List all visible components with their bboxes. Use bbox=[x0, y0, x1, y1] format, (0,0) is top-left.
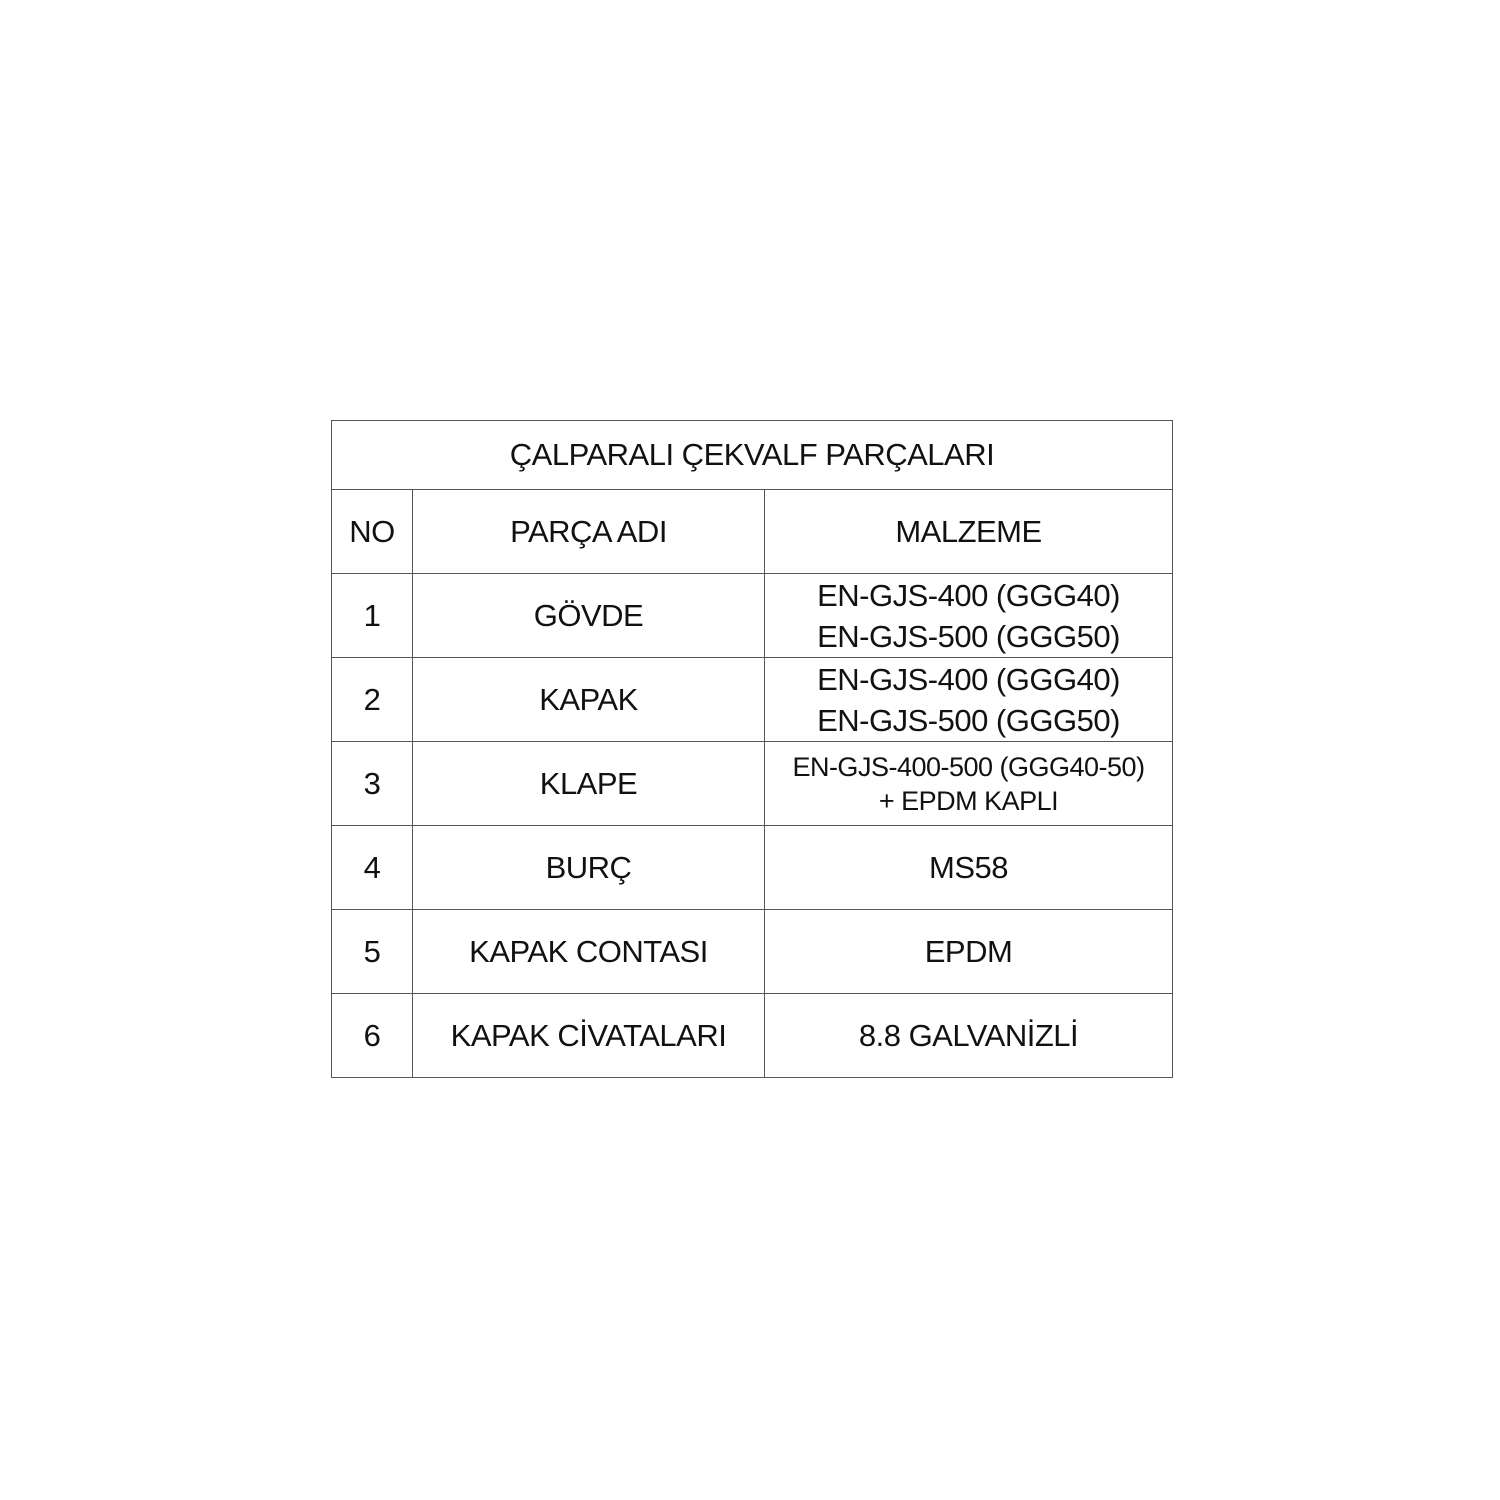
row-no: 4 bbox=[332, 826, 413, 910]
row-material bbox=[765, 910, 1173, 994]
material-line: 8.8 GALVANİZLİ bbox=[858, 1018, 1079, 1053]
table-row bbox=[332, 826, 1173, 910]
row-no: 2 bbox=[332, 658, 413, 742]
row-part-name: BURÇ bbox=[413, 826, 765, 910]
header-part-name: PARÇA ADI bbox=[413, 490, 765, 574]
row-material bbox=[765, 574, 1173, 658]
row-no: 6 bbox=[332, 994, 413, 1078]
row-part-name: KAPAK CİVATALARI bbox=[413, 994, 765, 1078]
table-row bbox=[332, 910, 1173, 994]
header-row bbox=[332, 490, 1173, 574]
header-no: NO bbox=[332, 490, 413, 574]
row-material bbox=[765, 742, 1173, 826]
material-line: EN-GJS-400 (GGG40) bbox=[817, 661, 1120, 697]
material-line: EN-GJS-400 (GGG40) bbox=[817, 577, 1120, 613]
table-row bbox=[332, 574, 1173, 658]
row-material bbox=[765, 658, 1173, 742]
row-no: 1 bbox=[332, 574, 413, 658]
material-line: EPDM bbox=[924, 934, 1013, 969]
row-part-name: GÖVDE bbox=[413, 574, 765, 658]
material-line: EN-GJS-500 (GGG50) bbox=[817, 702, 1120, 738]
table-row bbox=[332, 994, 1173, 1078]
table-row bbox=[332, 658, 1173, 742]
material-line: + EPDM KAPLI bbox=[878, 785, 1059, 816]
row-no: 3 bbox=[332, 742, 413, 826]
table-row bbox=[332, 742, 1173, 826]
row-part-name: KLAPE bbox=[413, 742, 765, 826]
material-line: EN-GJS-400-500 (GGG40-50) bbox=[792, 751, 1145, 782]
parts-table bbox=[331, 420, 1173, 1078]
row-material bbox=[765, 994, 1173, 1078]
row-material bbox=[765, 826, 1173, 910]
header-material: MALZEME bbox=[765, 490, 1173, 574]
row-no: 5 bbox=[332, 910, 413, 994]
row-part-name: KAPAK CONTASI bbox=[413, 910, 765, 994]
material-line: EN-GJS-500 (GGG50) bbox=[817, 618, 1120, 654]
row-part-name: KAPAK bbox=[413, 658, 765, 742]
title-row bbox=[332, 421, 1173, 490]
material-line: MS58 bbox=[929, 850, 1008, 885]
table-title: ÇALPARALI ÇEKVALF PARÇALARI bbox=[332, 421, 1173, 490]
